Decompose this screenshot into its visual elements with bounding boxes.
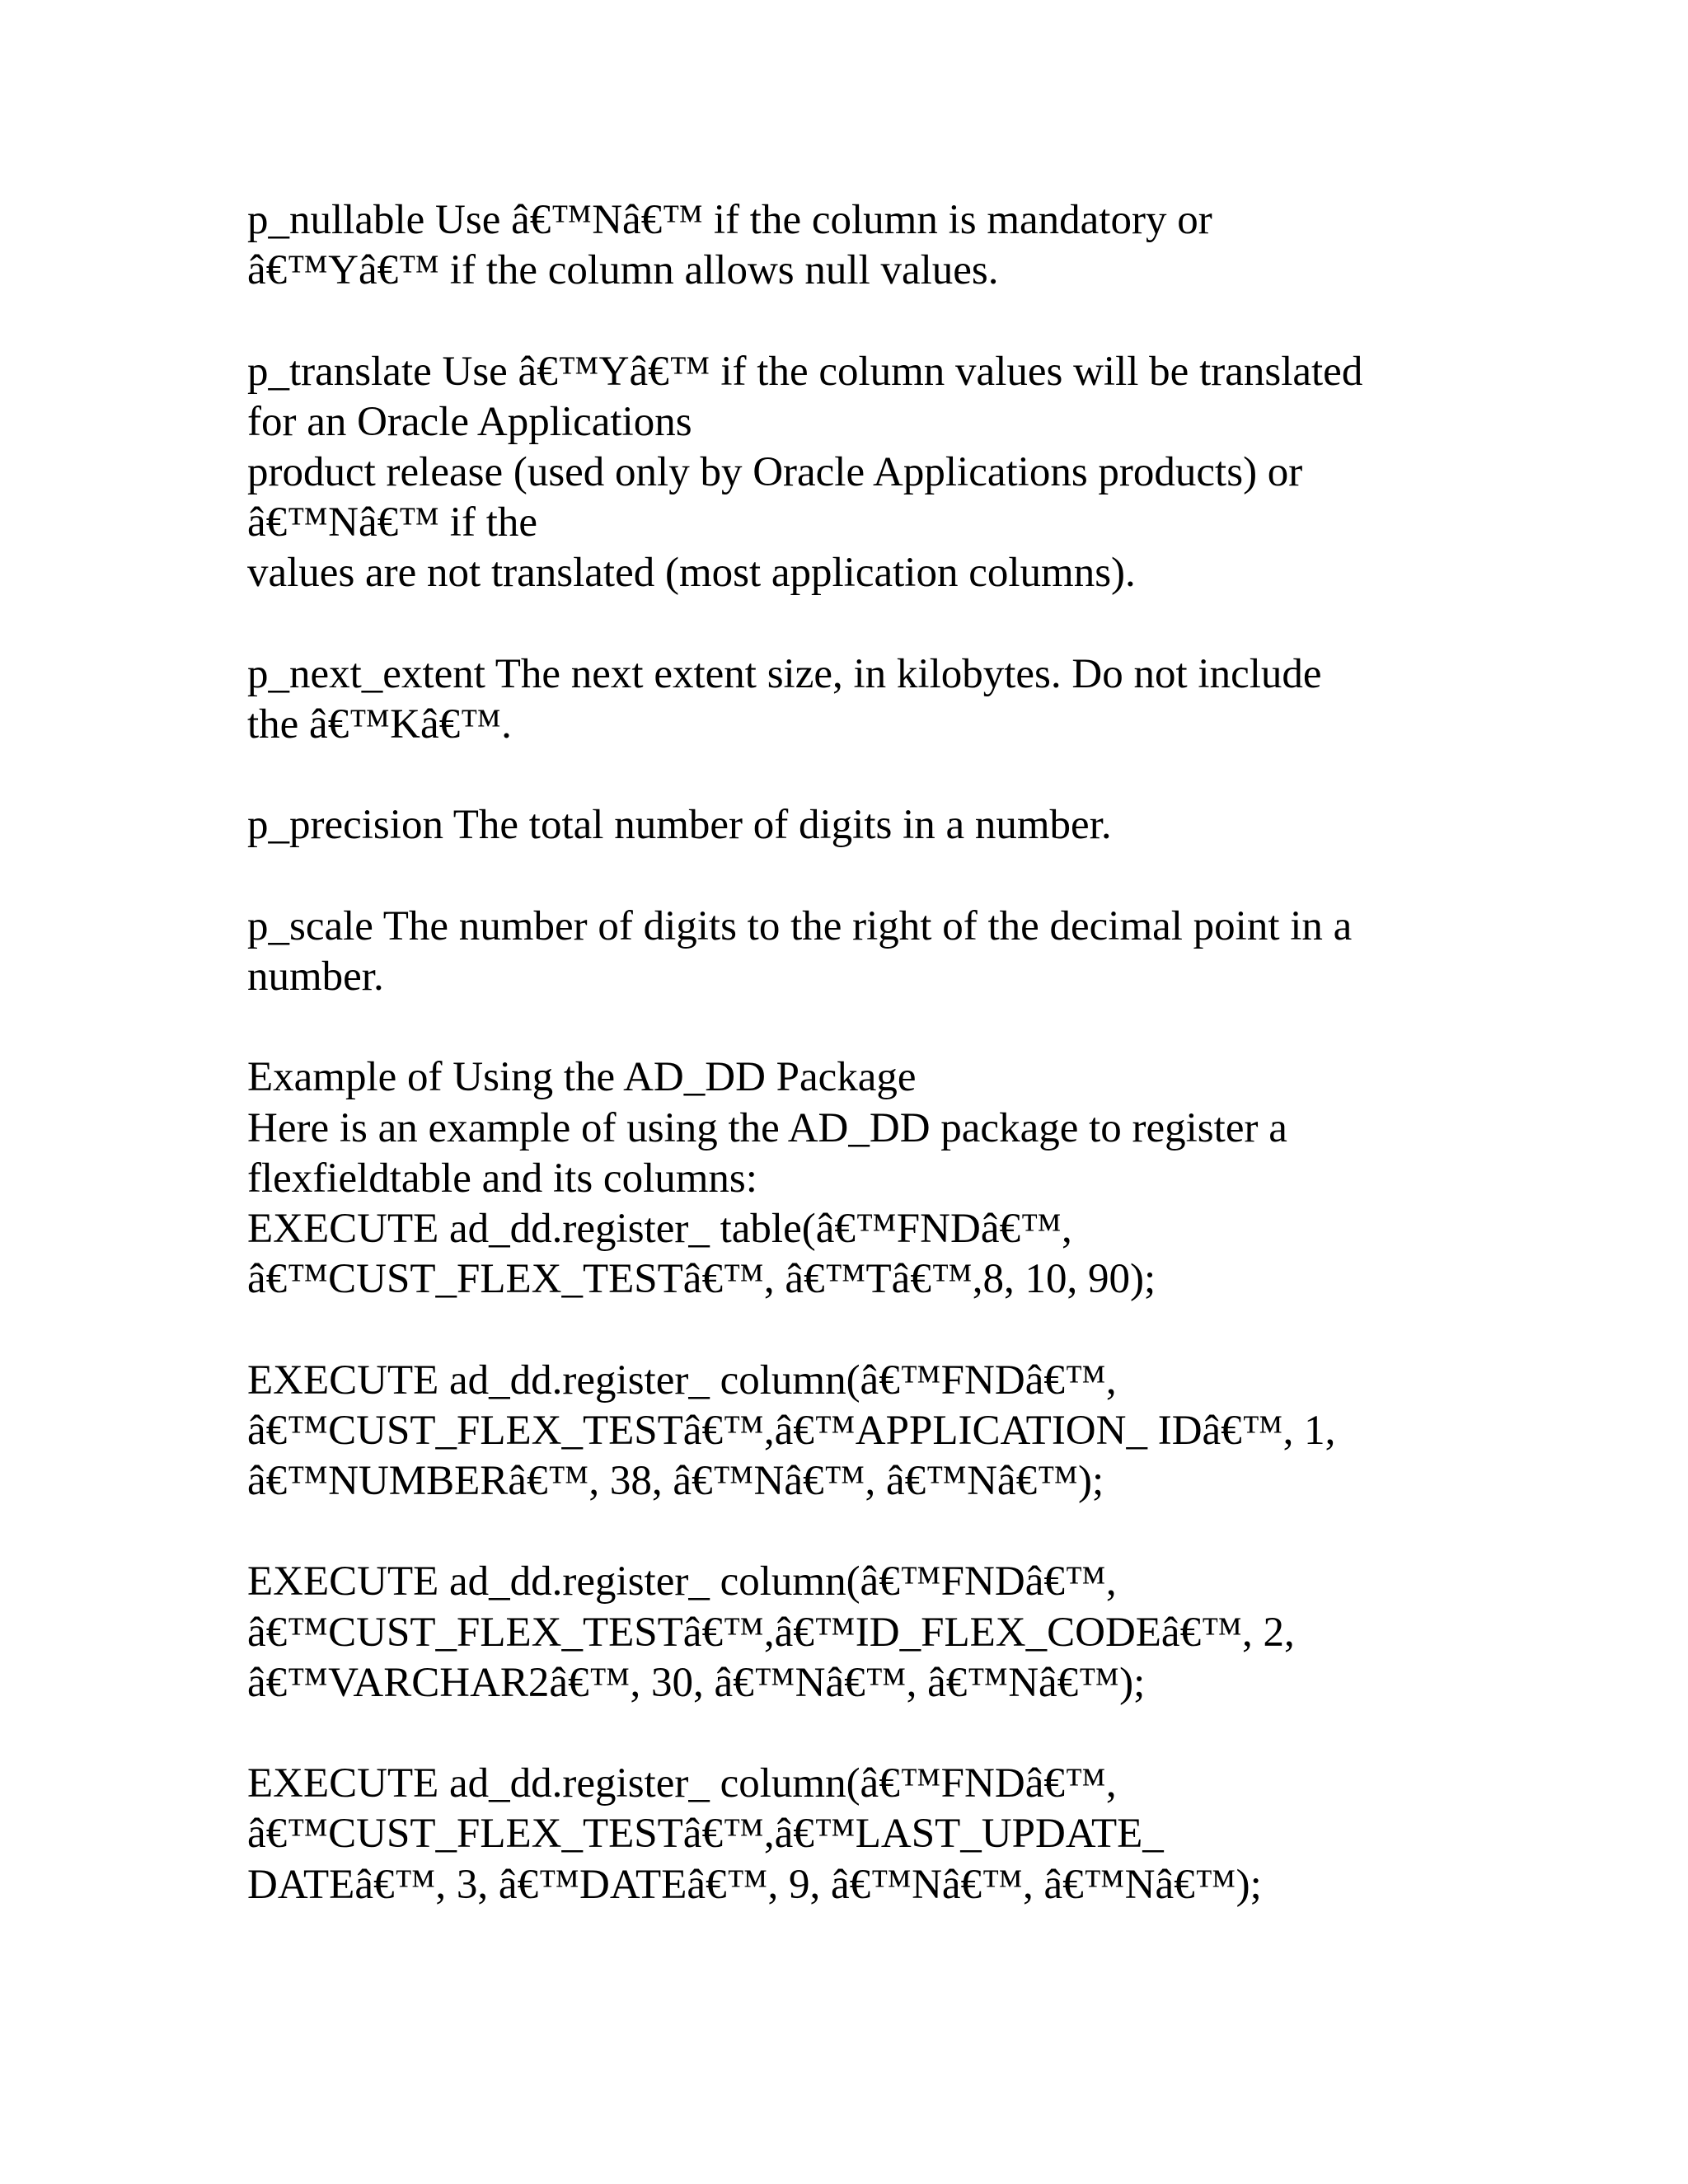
code-line: â€™CUST_FLEX_TESTâ€™, â€™Tâ€™,8, 10, 90); <box>247 1256 1156 1303</box>
text-line: p_translate Use â€™Yâ€™ if the column values will be translated <box>247 348 1363 395</box>
code-line: EXECUTE ad_dd.register_ table(â€™FNDâ€™, <box>247 1205 1072 1252</box>
text-line: values are not translated (most application columns). <box>247 550 1136 597</box>
paragraph-example <box>247 1052 1484 1305</box>
code-line: EXECUTE ad_dd.register_ column(â€™FNDâ€™, <box>247 1558 1117 1605</box>
paragraph-execute-application-id <box>247 1356 1484 1507</box>
text-line: for an Oracle Applications <box>247 398 692 445</box>
paragraph-p-scale <box>247 902 1484 1002</box>
paragraph-p-nullable <box>247 195 1484 296</box>
text-line: â€™Nâ€™ if the <box>247 499 538 546</box>
code-line: EXECUTE ad_dd.register_ column(â€™FNDâ€™, <box>247 1357 1117 1404</box>
code-line: â€™NUMBERâ€™, 38, â€™Nâ€™, â€™Nâ€™); <box>247 1457 1104 1504</box>
paragraph-execute-last-update-date <box>247 1759 1484 1910</box>
text-line: number. <box>247 953 384 1000</box>
code-line: â€™CUST_FLEX_TESTâ€™,â€™APPLICATION_ IDâ€™, 1, <box>247 1407 1336 1454</box>
text-line: Here is an example of using the AD_DD package to register a <box>247 1104 1287 1151</box>
paragraph-p-translate <box>247 347 1484 599</box>
paragraph-p-precision <box>247 800 1484 851</box>
section-heading: Example of Using the AD_DD Package <box>247 1054 917 1101</box>
code-line: â€™CUST_FLEX_TESTâ€™,â€™LAST_UPDATE_ <box>247 1811 1164 1858</box>
text-line: p_nullable Use â€™Nâ€™ if the column is mandatory or <box>247 197 1212 243</box>
text-line: product release (used only by Oracle Applications products) or <box>247 449 1303 495</box>
text-line: the â€™Kâ€™. <box>247 701 512 748</box>
text-line: p_scale The number of digits to the right of the decimal point in a <box>247 902 1353 949</box>
document-body <box>247 195 1484 1910</box>
code-line: DATEâ€™, 3, â€™DATEâ€™, 9, â€™Nâ€™, â€™Nâ€™); <box>247 1861 1262 1908</box>
text-line: p_next_extent The next extent size, in kilobytes. Do not include <box>247 650 1322 697</box>
code-line: â€™VARCHAR2â€™, 30, â€™Nâ€™, â€™Nâ€™); <box>247 1659 1146 1706</box>
code-line: â€™CUST_FLEX_TESTâ€™,â€™ID_FLEX_CODEâ€™, 2, <box>247 1609 1295 1656</box>
paragraph-execute-id-flex-code <box>247 1557 1484 1708</box>
text-line: â€™Yâ€™ if the column allows null values. <box>247 247 999 294</box>
paragraph-p-next-extent <box>247 649 1484 750</box>
text-line: p_precision The total number of digits in a number. <box>247 802 1112 849</box>
text-line: flexfieldtable and its columns: <box>247 1155 757 1202</box>
code-line: EXECUTE ad_dd.register_ column(â€™FNDâ€™, <box>247 1760 1117 1807</box>
